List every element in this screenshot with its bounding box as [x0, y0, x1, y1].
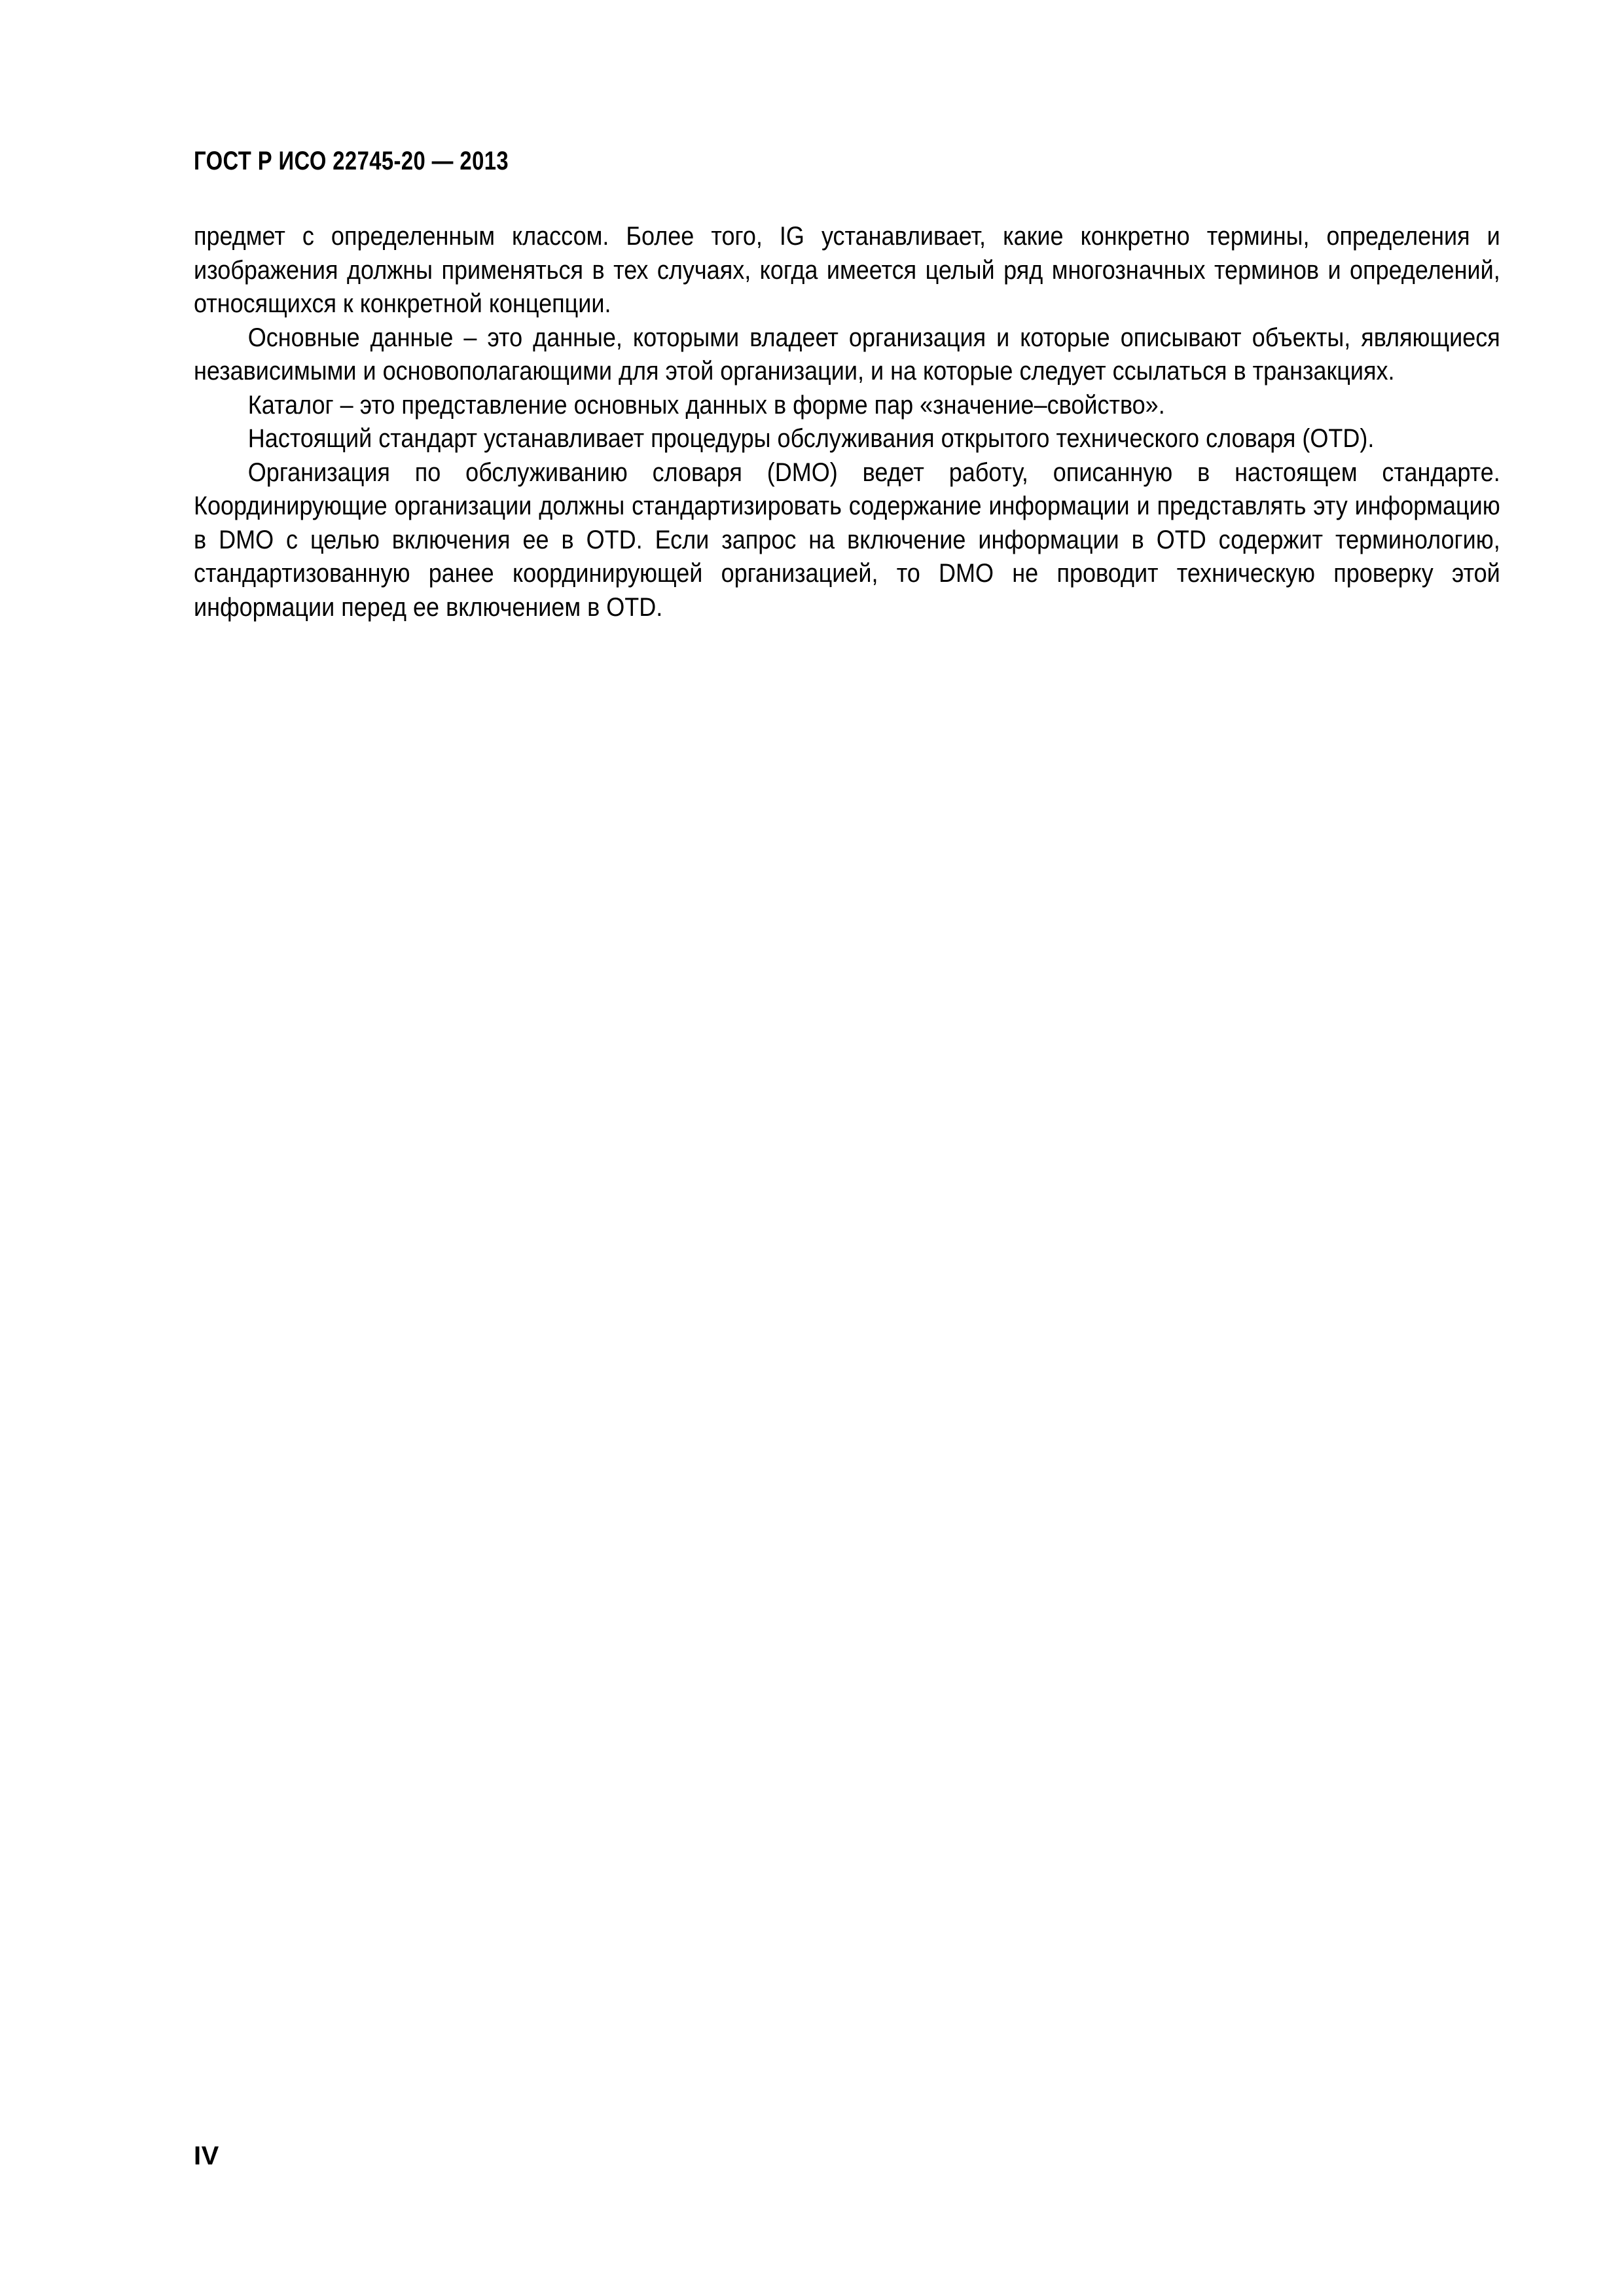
paragraph-master-data: Основные данные – это данные, которыми владеет организация и которые описывают объекты, являющиеся независимыми и основополагающими для этой организации, и на которые следует ссылаться в транзакциях. — [194, 323, 1500, 386]
paragraph-catalogue: Каталог – это представление основных данных в форме пар «значение–свойство». — [247, 390, 1165, 420]
paragraph-dmo: Организация по обслуживанию словаря (DMO) ведет работу, описанную в настоящем стандарте. Координирующие организации должны стандартизировать содержание информации и представлять эту информацию в DMO с целью включения ее в OTD. Если запрос на включение информации в OTD содержит терминологию, стандартизованную ранее координирующей организацией, то DMO не проводит техническую проверку этой информации перед ее включением в OTD. — [194, 457, 1500, 622]
running-header: ГОСТ Р ИСО 22745-20 — 2013 — [194, 147, 509, 175]
paragraph-continuation: предмет с определенным классом. Более того, IG устанавливает, какие конкретно термины, определения и изображения должны применяться в тех случаях, когда имеется целый ряд многозначных терминов и определений, относящихся к конкретной концепции. — [194, 222, 1500, 318]
page-number: IV — [194, 2142, 219, 2170]
body-text-column — [194, 220, 1500, 624]
paragraph-scope: Настоящий стандарт устанавливает процедуры обслуживания открытого технического словаря (OTD). — [247, 424, 1375, 453]
